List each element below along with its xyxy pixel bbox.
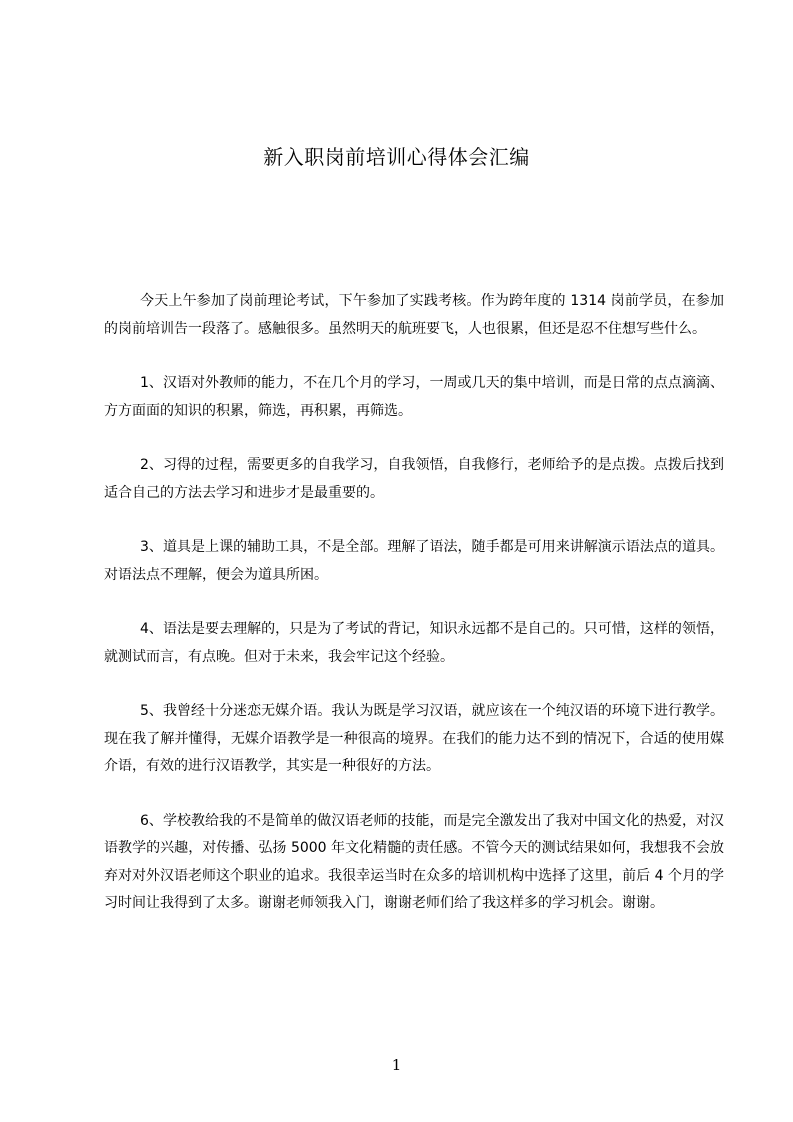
document-body	[104, 288, 724, 945]
paragraph-point-5: 5、我曾经十分迷恋无媒介语。我认为既是学习汉语，就应该在一个纯汉语的环境下进行教学。现在我了解并懂得，无媒介语教学是一种很高的境界。在我们的能力达不到的情况下，合适的使用媒介语，有效的进行汉语教学，其实是一种很好的方法。	[104, 703, 724, 774]
paragraph-intro: 今天上午参加了岗前理论考试，下午参加了实践考核。作为跨年度的 1314 岗前学员，在参加的岗前培训告一段落了。感触很多。虽然明天的航班要飞，人也很累，但还是忍不住想写些什么。	[104, 293, 724, 337]
paragraph-point-2: 2、习得的过程，需要更多的自我学习，自我领悟，自我修行，老师给予的是点拨。点拨后找到适合自己的方法去学习和进步才是最重要的。	[104, 457, 724, 501]
paragraph-point-3: 3、道具是上课的辅助工具，不是全部。理解了语法，随手都是可用来讲解演示语法点的道具。对语法点不理解，便会为道具所困。	[104, 539, 724, 583]
paragraph-point-1: 1、汉语对外教师的能力，不在几个月的学习，一周或几天的集中培训，而是日常的点点滴滴、方方面面的知识的积累，筛选，再积累，再筛选。	[104, 375, 724, 419]
page-number: 1	[391, 1056, 402, 1074]
paragraph-point-4: 4、语法是要去理解的，只是为了考试的背记，知识永远都不是自己的。只可惜，这样的领悟，就测试而言，有点晚。但对于未来，我会牢记这个经验。	[104, 621, 724, 665]
document-title: 新入职岗前培训心得体会汇编	[263, 145, 530, 169]
paragraph-point-6: 6、学校教给我的不是简单的做汉语老师的技能，而是完全激发出了我对中国文化的热爱，对汉语教学的兴趣，对传播、弘扬 5000 年文化精髓的责任感。不管今天的测试结果如何，我想我不会放弃对对外汉语老师这个职业的追求。我很幸运当时在众多的培训机构中选择了这里，前后 4 个月的学习时间让我得到了太多。谢谢老师领我入门，谢谢老师们给了我这样多的学习机会。谢谢。	[104, 812, 724, 911]
